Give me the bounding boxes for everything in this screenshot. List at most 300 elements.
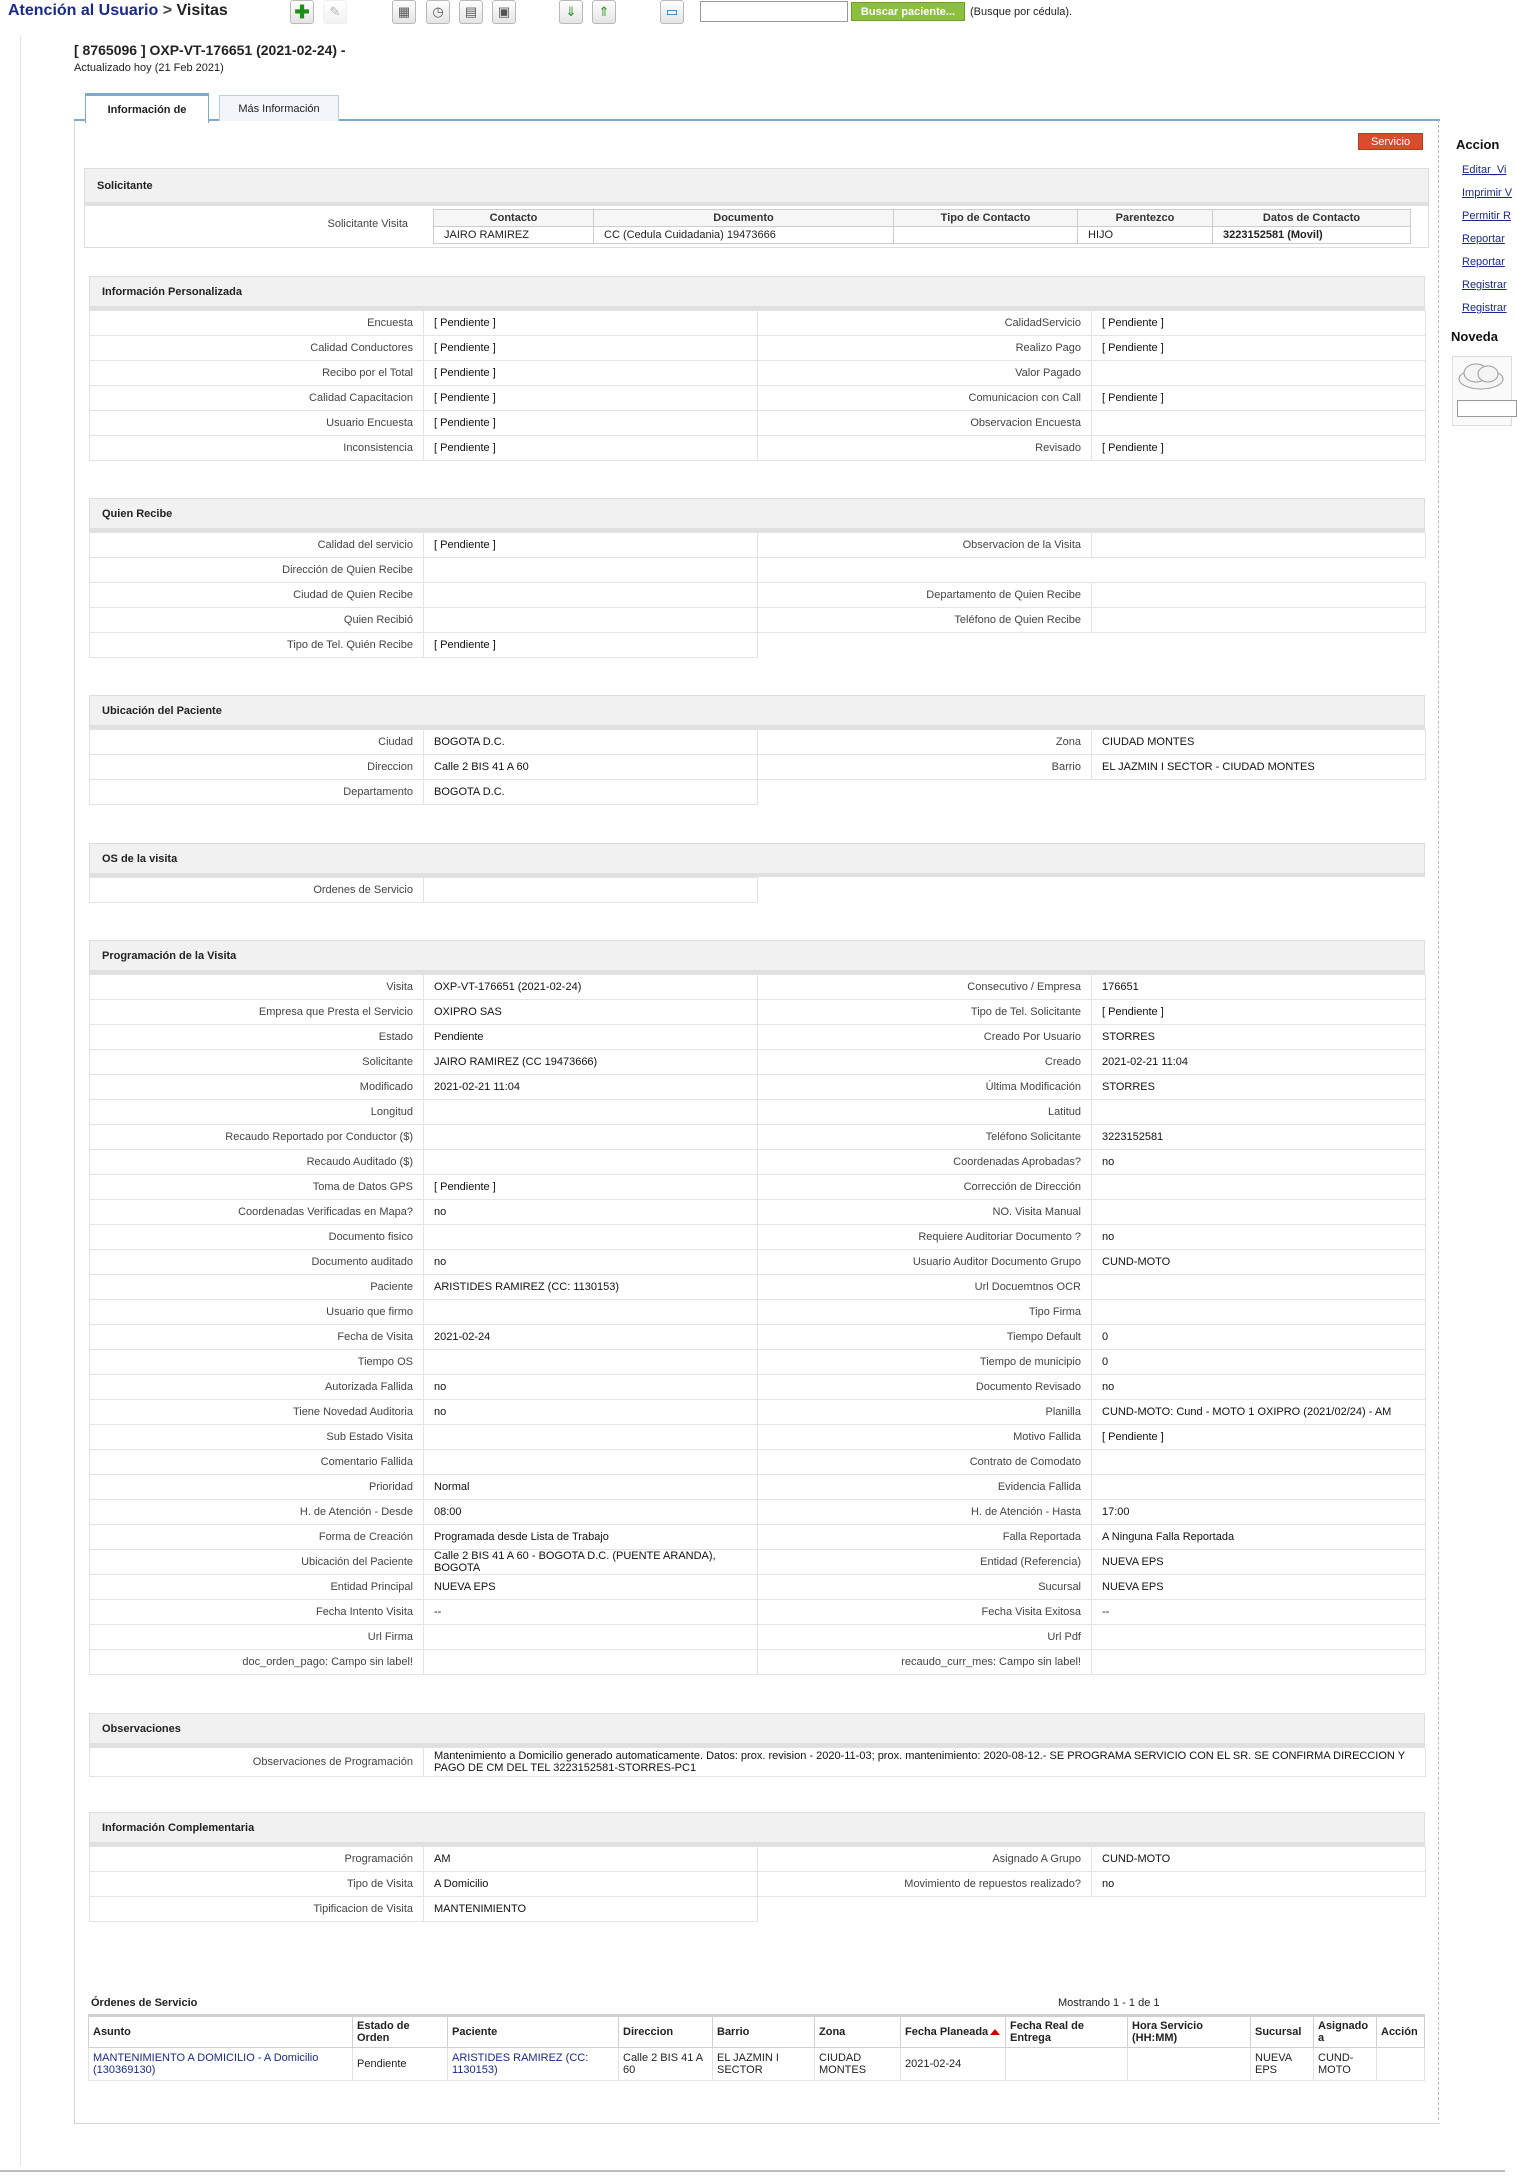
accion-link-editar[interactable]: Editar_Vi xyxy=(1462,164,1507,176)
field-label: Entidad (Referencia) xyxy=(758,1550,1092,1575)
field-row xyxy=(90,1300,1426,1325)
field-row xyxy=(90,361,1426,386)
upload-icon[interactable]: ⇑ xyxy=(592,0,616,24)
field-row xyxy=(90,1375,1426,1400)
field-label: recaudo_curr_mes: Campo sin label! xyxy=(758,1650,1092,1675)
field-row xyxy=(90,608,1426,633)
field-value: [ Pendiente ] xyxy=(424,386,758,411)
field-label: Tipo de Tel. Solicitante xyxy=(758,1000,1092,1025)
field-row xyxy=(90,1475,1426,1500)
field-value: no xyxy=(1092,1872,1426,1897)
field-row xyxy=(90,1025,1426,1050)
complementaria-section xyxy=(89,1812,1425,1922)
field-value: no xyxy=(424,1200,758,1225)
field-label: Tiempo de municipio xyxy=(758,1350,1092,1375)
field-label: Tipificacion de Visita xyxy=(90,1897,424,1922)
empty-cell xyxy=(1092,780,1426,805)
field-value xyxy=(424,1625,758,1650)
field-value: no xyxy=(424,1375,758,1400)
field-row xyxy=(90,1225,1426,1250)
column-header-label: Hora Servicio (HH:MM) xyxy=(1132,2020,1203,2044)
field-label: Tiempo Default xyxy=(758,1325,1092,1350)
contact-type xyxy=(894,227,1078,244)
field-value: no xyxy=(1092,1150,1426,1175)
accion-link-registrar-1[interactable]: Registrar xyxy=(1462,279,1507,291)
column-header: Parentezco xyxy=(1078,210,1213,227)
field-label: Sucursal xyxy=(758,1575,1092,1600)
field-value: 0 xyxy=(1092,1350,1426,1375)
section-header: Programación de la Visita xyxy=(89,940,1425,974)
field-value: [ Pendiente ] xyxy=(424,436,758,461)
field-label: Calidad Conductores xyxy=(90,336,424,361)
field-label: Recaudo Reportado por Conductor ($) xyxy=(90,1125,424,1150)
table-cell: Pendiente xyxy=(353,2048,448,2081)
novedad-input[interactable] xyxy=(1457,400,1517,417)
field-value xyxy=(1092,1450,1426,1475)
ordenes-table xyxy=(88,2014,1425,2081)
table-cell: CUND-MOTO xyxy=(1314,2048,1377,2081)
updated-text: Actualizado hoy (21 Feb 2021) xyxy=(74,62,224,74)
field-value xyxy=(424,1100,758,1125)
field-label: Documento fisico xyxy=(90,1225,424,1250)
field-value: BOGOTA D.C. xyxy=(424,730,758,755)
ordenes-title: Órdenes de Servicio xyxy=(91,1997,198,2009)
field-value: -- xyxy=(1092,1600,1426,1625)
column-header[interactable] xyxy=(1006,2016,1128,2048)
column-header: Documento xyxy=(594,210,894,227)
field-label: Quien Recibió xyxy=(90,608,424,633)
document-icon[interactable]: ▤ xyxy=(459,0,483,24)
ubicacion-table xyxy=(89,729,1426,805)
field-row xyxy=(90,583,1426,608)
field-row xyxy=(90,780,1426,805)
solicitante-row xyxy=(84,206,1429,248)
field-label: Visita xyxy=(90,975,424,1000)
field-row xyxy=(90,1200,1426,1225)
field-value xyxy=(424,608,758,633)
field-value[interactable]: OXIPRO SAS xyxy=(424,1000,758,1025)
table-row xyxy=(89,2048,1425,2081)
field-label: Inconsistencia xyxy=(90,436,424,461)
observaciones-section xyxy=(89,1713,1425,1777)
column-header[interactable] xyxy=(448,2016,619,2048)
field-row xyxy=(90,1075,1426,1100)
field-label: Prioridad xyxy=(90,1475,424,1500)
field-label: Direccion xyxy=(90,755,424,780)
field-row xyxy=(90,558,1426,583)
accion-link-registrar-2[interactable]: Registrar xyxy=(1462,302,1507,314)
contact-document: CC (Cedula Cuidadania) 19473666 xyxy=(594,227,894,244)
field-row xyxy=(90,1625,1426,1650)
field-row xyxy=(90,1175,1426,1200)
field-label: Ciudad de Quien Recibe xyxy=(90,583,424,608)
field-row xyxy=(90,411,1426,436)
field-value: STORRES xyxy=(1092,1025,1426,1050)
field-label: Toma de Datos GPS xyxy=(90,1175,424,1200)
table-cell: EL JAZMIN I SECTOR xyxy=(713,2048,815,2081)
field-label: Última Modificación xyxy=(758,1075,1092,1100)
column-header-label: Sucursal xyxy=(1255,2026,1302,2038)
sidebar-separator xyxy=(1438,120,1439,2120)
table-cell xyxy=(1006,2048,1128,2081)
field-label: Barrio xyxy=(758,755,1092,780)
ordenes-count: Mostrando 1 - 1 de 1 xyxy=(1058,1997,1160,2009)
field-label: Usuario que firmo xyxy=(90,1300,424,1325)
field-label: H. de Atención - Desde xyxy=(90,1500,424,1525)
field-row xyxy=(90,1650,1426,1675)
field-value xyxy=(1092,1625,1426,1650)
field-value: [ Pendiente ] xyxy=(1092,336,1426,361)
field-label: Solicitante xyxy=(90,1050,424,1075)
field-value[interactable]: NUEVA EPS xyxy=(1092,1575,1426,1600)
breadcrumb xyxy=(8,2,228,20)
field-value: A Domicilio xyxy=(424,1872,758,1897)
column-header[interactable] xyxy=(1377,2016,1425,2048)
field-label: Motivo Fallida xyxy=(758,1425,1092,1450)
field-label: Usuario Auditor Documento Grupo xyxy=(758,1250,1092,1275)
field-value: -- xyxy=(424,1600,758,1625)
field-label: Autorizada Fallida xyxy=(90,1375,424,1400)
field-label: Tipo de Tel. Quién Recibe xyxy=(90,633,424,658)
field-value: [ Pendiente ] xyxy=(1092,1425,1426,1450)
column-header[interactable] xyxy=(1128,2016,1251,2048)
field-label: Planilla xyxy=(758,1400,1092,1425)
field-row xyxy=(90,1325,1426,1350)
table-cell xyxy=(1377,2048,1425,2081)
field-label: Tiempo OS xyxy=(90,1350,424,1375)
field-row xyxy=(90,1847,1426,1872)
column-header-label: Asunto xyxy=(93,2026,131,2038)
field-label: Coordenadas Aprobadas? xyxy=(758,1150,1092,1175)
field-label: Empresa que Presta el Servicio xyxy=(90,1000,424,1025)
table-cell[interactable]: MANTENIMIENTO A DOMICILIO - A Domicilio (130369130) xyxy=(89,2048,353,2081)
clipboard-icon[interactable]: ▣ xyxy=(492,0,516,24)
field-value: Calle 2 BIS 41 A 60 xyxy=(424,755,758,780)
field-value[interactable]: NUEVA EPS xyxy=(1092,1550,1426,1575)
field-row xyxy=(90,336,1426,361)
field-label: Modificado xyxy=(90,1075,424,1100)
field-label: Observacion de la Visita xyxy=(758,533,1092,558)
field-label: Teléfono Solicitante xyxy=(758,1125,1092,1150)
field-row xyxy=(90,1350,1426,1375)
field-row xyxy=(90,1275,1426,1300)
field-row xyxy=(90,1600,1426,1625)
column-header[interactable] xyxy=(353,2016,448,2048)
empty-cell xyxy=(758,633,1092,658)
edit-icon: ✎ xyxy=(323,0,347,24)
empty-cell xyxy=(758,558,1092,583)
section-header: Información Personalizada xyxy=(89,276,1425,310)
field-row xyxy=(90,633,1426,658)
field-label: Coordenadas Verificadas en Mapa? xyxy=(90,1200,424,1225)
field-label: Programación xyxy=(90,1847,424,1872)
field-value: no xyxy=(424,1400,758,1425)
tab-mas-informacion[interactable]: Más Información xyxy=(219,95,339,121)
field-value: 176651 xyxy=(1092,975,1426,1000)
page-title: [ 8765096 ] OXP-VT-176651 (2021-02-24) - xyxy=(74,42,346,58)
field-label: Tiene Novedad Auditoria xyxy=(90,1400,424,1425)
contact-data: 3223152581 (Movil) xyxy=(1213,227,1411,244)
field-value: AM xyxy=(424,1847,758,1872)
field-value xyxy=(424,558,758,583)
monitor-icon[interactable]: ▭ xyxy=(660,0,684,24)
column-header[interactable] xyxy=(713,2016,815,2048)
field-row xyxy=(90,1150,1426,1175)
accion-link-reportar-2[interactable]: Reportar xyxy=(1462,256,1505,268)
field-value: [ Pendiente ] xyxy=(424,533,758,558)
contact-relationship: HIJO xyxy=(1078,227,1213,244)
field-row xyxy=(90,311,1426,336)
field-value xyxy=(1092,361,1426,386)
field-row xyxy=(90,1450,1426,1475)
field-label: Asignado A Grupo xyxy=(758,1847,1092,1872)
field-label: Realizo Pago xyxy=(758,336,1092,361)
field-label: Sub Estado Visita xyxy=(90,1425,424,1450)
field-label: Movimiento de repuestos realizado? xyxy=(758,1872,1092,1897)
field-label: Zona xyxy=(758,730,1092,755)
accion-link-permitir[interactable]: Permitir R xyxy=(1462,210,1511,222)
field-row xyxy=(90,1050,1426,1075)
section-header: Observaciones xyxy=(89,1713,1425,1747)
field-row xyxy=(90,878,1426,903)
field-value: [ Pendiente ] xyxy=(1092,311,1426,336)
field-value xyxy=(424,1125,758,1150)
section-header: Ubicación del Paciente xyxy=(89,695,1425,729)
field-label: Observacion Encuesta xyxy=(758,411,1092,436)
programacion-section xyxy=(89,940,1425,1675)
field-value: no xyxy=(424,1250,758,1275)
field-label: Entidad Principal xyxy=(90,1575,424,1600)
field-label: Dirección de Quien Recibe xyxy=(90,558,424,583)
field-row xyxy=(90,1550,1426,1575)
field-value: [ Pendiente ] xyxy=(424,411,758,436)
field-value xyxy=(1092,1275,1426,1300)
clock-icon[interactable]: ◷ xyxy=(426,0,450,24)
observaciones-label: Observaciones de Programación xyxy=(90,1748,424,1777)
field-value: [ Pendiente ] xyxy=(424,633,758,658)
table-cell xyxy=(1128,2048,1251,2081)
field-row xyxy=(90,1425,1426,1450)
column-header[interactable] xyxy=(619,2016,713,2048)
field-value: MANTENIMIENTO xyxy=(424,1897,758,1922)
field-value xyxy=(424,878,758,903)
add-icon[interactable]: ✚ xyxy=(290,0,314,24)
ubicacion-section xyxy=(89,695,1425,805)
page-frame-line xyxy=(20,36,21,2166)
programacion-table xyxy=(89,974,1426,1675)
status-badge: Servicio xyxy=(1358,133,1423,150)
table-cell: CIUDAD MONTES xyxy=(815,2048,901,2081)
field-row xyxy=(90,533,1426,558)
field-value: OXP-VT-176651 (2021-02-24) xyxy=(424,975,758,1000)
field-label: Departamento de Quien Recibe xyxy=(758,583,1092,608)
solicitante-table xyxy=(433,209,1411,244)
field-label: doc_orden_pago: Campo sin label! xyxy=(90,1650,424,1675)
field-label: Requiere Auditoriar Documento ? xyxy=(758,1225,1092,1250)
field-value xyxy=(424,1425,758,1450)
field-label: Corrección de Dirección xyxy=(758,1175,1092,1200)
field-value[interactable]: CUND-MOTO: Cund - MOTO 1 OXIPRO (2021/02/24) - AM xyxy=(1092,1400,1426,1425)
column-header-label: Paciente xyxy=(452,2026,498,2038)
complementaria-table xyxy=(89,1846,1426,1922)
field-value: BOGOTA D.C. xyxy=(424,780,758,805)
empty-cell xyxy=(758,1897,1092,1922)
field-label: Tipo Firma xyxy=(758,1300,1092,1325)
column-header[interactable] xyxy=(815,2016,901,2048)
field-value: [ Pendiente ] xyxy=(424,361,758,386)
field-row xyxy=(90,1125,1426,1150)
empty-cell xyxy=(758,780,1092,805)
field-row xyxy=(90,1250,1426,1275)
field-label: Recaudo Auditado ($) xyxy=(90,1150,424,1175)
breadcrumb-separator: > xyxy=(162,2,173,19)
column-header-label: Barrio xyxy=(717,2026,750,2038)
empty-cell xyxy=(758,878,1092,903)
field-value: no xyxy=(1092,1375,1426,1400)
search-patient-button[interactable]: Buscar paciente... xyxy=(851,2,965,21)
field-row xyxy=(90,1500,1426,1525)
table-cell[interactable]: ARISTIDES RAMIREZ (CC: 1130153) xyxy=(448,2048,619,2081)
field-row xyxy=(90,1897,1426,1922)
field-label: Encuesta xyxy=(90,311,424,336)
section-header: Información Complementaria xyxy=(89,1812,1425,1846)
field-value: Pendiente xyxy=(424,1025,758,1050)
field-value xyxy=(1092,1475,1426,1500)
field-value xyxy=(424,1350,758,1375)
column-header[interactable] xyxy=(1314,2016,1377,2048)
field-label: Url Docuemtnos OCR xyxy=(758,1275,1092,1300)
sort-ascending-icon xyxy=(990,2029,1000,2035)
accion-link-imprimir[interactable]: Imprimir V xyxy=(1462,187,1513,199)
field-row xyxy=(90,1872,1426,1897)
column-header-label: Direccion xyxy=(623,2026,674,2038)
download-icon[interactable]: ⇓ xyxy=(559,0,583,24)
field-label: Longitud xyxy=(90,1100,424,1125)
field-value: [ Pendiente ] xyxy=(1092,386,1426,411)
field-label: Usuario Encuesta xyxy=(90,411,424,436)
field-label: Revisado xyxy=(758,436,1092,461)
breadcrumb-current: Visitas xyxy=(176,2,228,19)
field-value xyxy=(424,1450,758,1475)
field-row xyxy=(90,975,1426,1000)
field-value: 2021-02-24 xyxy=(424,1325,758,1350)
novedades-title: Noveda xyxy=(1451,329,1498,344)
field-row xyxy=(90,730,1426,755)
field-value[interactable]: JAIRO RAMIREZ (CC 19473666) xyxy=(424,1050,758,1075)
column-header[interactable] xyxy=(89,2016,353,2048)
search-hint: (Busque por cédula). xyxy=(970,6,1073,18)
field-label: Creado Por Usuario xyxy=(758,1025,1092,1050)
field-label: Fecha Visita Exitosa xyxy=(758,1600,1092,1625)
field-value: Programada desde Lista de Trabajo xyxy=(424,1525,758,1550)
section-header: Solicitante xyxy=(84,168,1429,206)
field-value: no xyxy=(1092,1225,1426,1250)
field-value: [ Pendiente ] xyxy=(424,1175,758,1200)
info-personalizada-section xyxy=(89,276,1425,461)
column-header-label: Estado de Orden xyxy=(357,2020,410,2044)
field-value: [ Pendiente ] xyxy=(1092,1000,1426,1025)
os-visita-section xyxy=(89,843,1425,903)
field-value[interactable]: NUEVA EPS xyxy=(424,1575,758,1600)
observaciones-table xyxy=(89,1747,1426,1777)
field-value xyxy=(1092,1175,1426,1200)
column-header[interactable] xyxy=(901,2016,1006,2048)
field-value[interactable]: Calle 2 BIS 41 A 60 - BOGOTA D.C. (PUENTE ARANDA), BOGOTA xyxy=(424,1550,758,1575)
field-value xyxy=(1092,1100,1426,1125)
field-label: Paciente xyxy=(90,1275,424,1300)
field-label: Fecha Intento Visita xyxy=(90,1600,424,1625)
tab-informacion[interactable]: Información de xyxy=(85,93,209,123)
field-label: NO. Visita Manual xyxy=(758,1200,1092,1225)
field-value xyxy=(424,1300,758,1325)
field-value: Normal xyxy=(424,1475,758,1500)
field-label: H. de Atención - Hasta xyxy=(758,1500,1092,1525)
field-row xyxy=(90,1100,1426,1125)
field-value: 2021-02-21 11:04 xyxy=(424,1075,758,1100)
search-input[interactable] xyxy=(700,1,848,22)
field-value xyxy=(1092,608,1426,633)
section-header: OS de la visita xyxy=(89,843,1425,877)
table-cell: NUEVA EPS xyxy=(1251,2048,1314,2081)
field-value: [ Pendiente ] xyxy=(1092,436,1426,461)
field-label: Url Pdf xyxy=(758,1625,1092,1650)
field-value: CUND-MOTO xyxy=(1092,1250,1426,1275)
field-value xyxy=(1092,1300,1426,1325)
field-value: 3223152581 xyxy=(1092,1125,1426,1150)
table-cell: 2021-02-24 xyxy=(901,2048,1006,2081)
field-row xyxy=(90,755,1426,780)
quien-recibe-table xyxy=(89,532,1426,658)
field-value xyxy=(424,1150,758,1175)
field-label: Latitud xyxy=(758,1100,1092,1125)
column-header[interactable] xyxy=(1251,2016,1314,2048)
field-label: Ubicación del Paciente xyxy=(90,1550,424,1575)
contact-name[interactable]: JAIRO RAMIREZ xyxy=(434,227,594,244)
tab-bar xyxy=(74,93,1440,121)
field-value: 08:00 xyxy=(424,1500,758,1525)
breadcrumb-parent-link[interactable]: Atención al Usuario xyxy=(8,2,159,19)
field-value: 17:00 xyxy=(1092,1500,1426,1525)
field-value: CIUDAD MONTES xyxy=(1092,730,1426,755)
solicitante-label: Solicitante Visita xyxy=(327,218,408,230)
observaciones-value: Mantenimiento a Domicilio generado automaticamente. Datos: prox. revision - 2020-11-03; prox. mantenimiento: 2020-08-12.- SE PROGRAMA SERVICIO CON EL SR. SE CONFIRMA DIRECCION Y PAGO DE CM DEL TEL 3223152581-STORRES-PC1 xyxy=(424,1748,1426,1777)
field-value: [ Pendiente ] xyxy=(424,311,758,336)
field-label: Calidad Capacitacion xyxy=(90,386,424,411)
field-row xyxy=(90,1000,1426,1025)
field-label: Tipo de Visita xyxy=(90,1872,424,1897)
field-value: EL JAZMIN I SECTOR - CIUDAD MONTES xyxy=(1092,755,1426,780)
field-row xyxy=(90,1400,1426,1425)
quien-recibe-section xyxy=(89,498,1425,658)
field-value: STORRES xyxy=(1092,1075,1426,1100)
field-label: Forma de Creación xyxy=(90,1525,424,1550)
field-label: Documento Revisado xyxy=(758,1375,1092,1400)
field-value xyxy=(1092,583,1426,608)
calendar-icon[interactable]: ▦ xyxy=(392,0,416,24)
field-label: Comentario Fallida xyxy=(90,1450,424,1475)
field-label: Estado xyxy=(90,1025,424,1050)
empty-cell xyxy=(1092,1897,1426,1922)
info-personalizada-table xyxy=(89,310,1426,461)
field-value[interactable]: ARISTIDES RAMIREZ (CC: 1130153) xyxy=(424,1275,758,1300)
cloud-icon xyxy=(1456,361,1506,391)
accion-link-reportar-1[interactable]: Reportar xyxy=(1462,233,1505,245)
field-value: [ Pendiente ] xyxy=(424,336,758,361)
field-label: CalidadServicio xyxy=(758,311,1092,336)
field-label: Evidencia Fallida xyxy=(758,1475,1092,1500)
field-value xyxy=(1092,411,1426,436)
field-row xyxy=(90,1525,1426,1550)
